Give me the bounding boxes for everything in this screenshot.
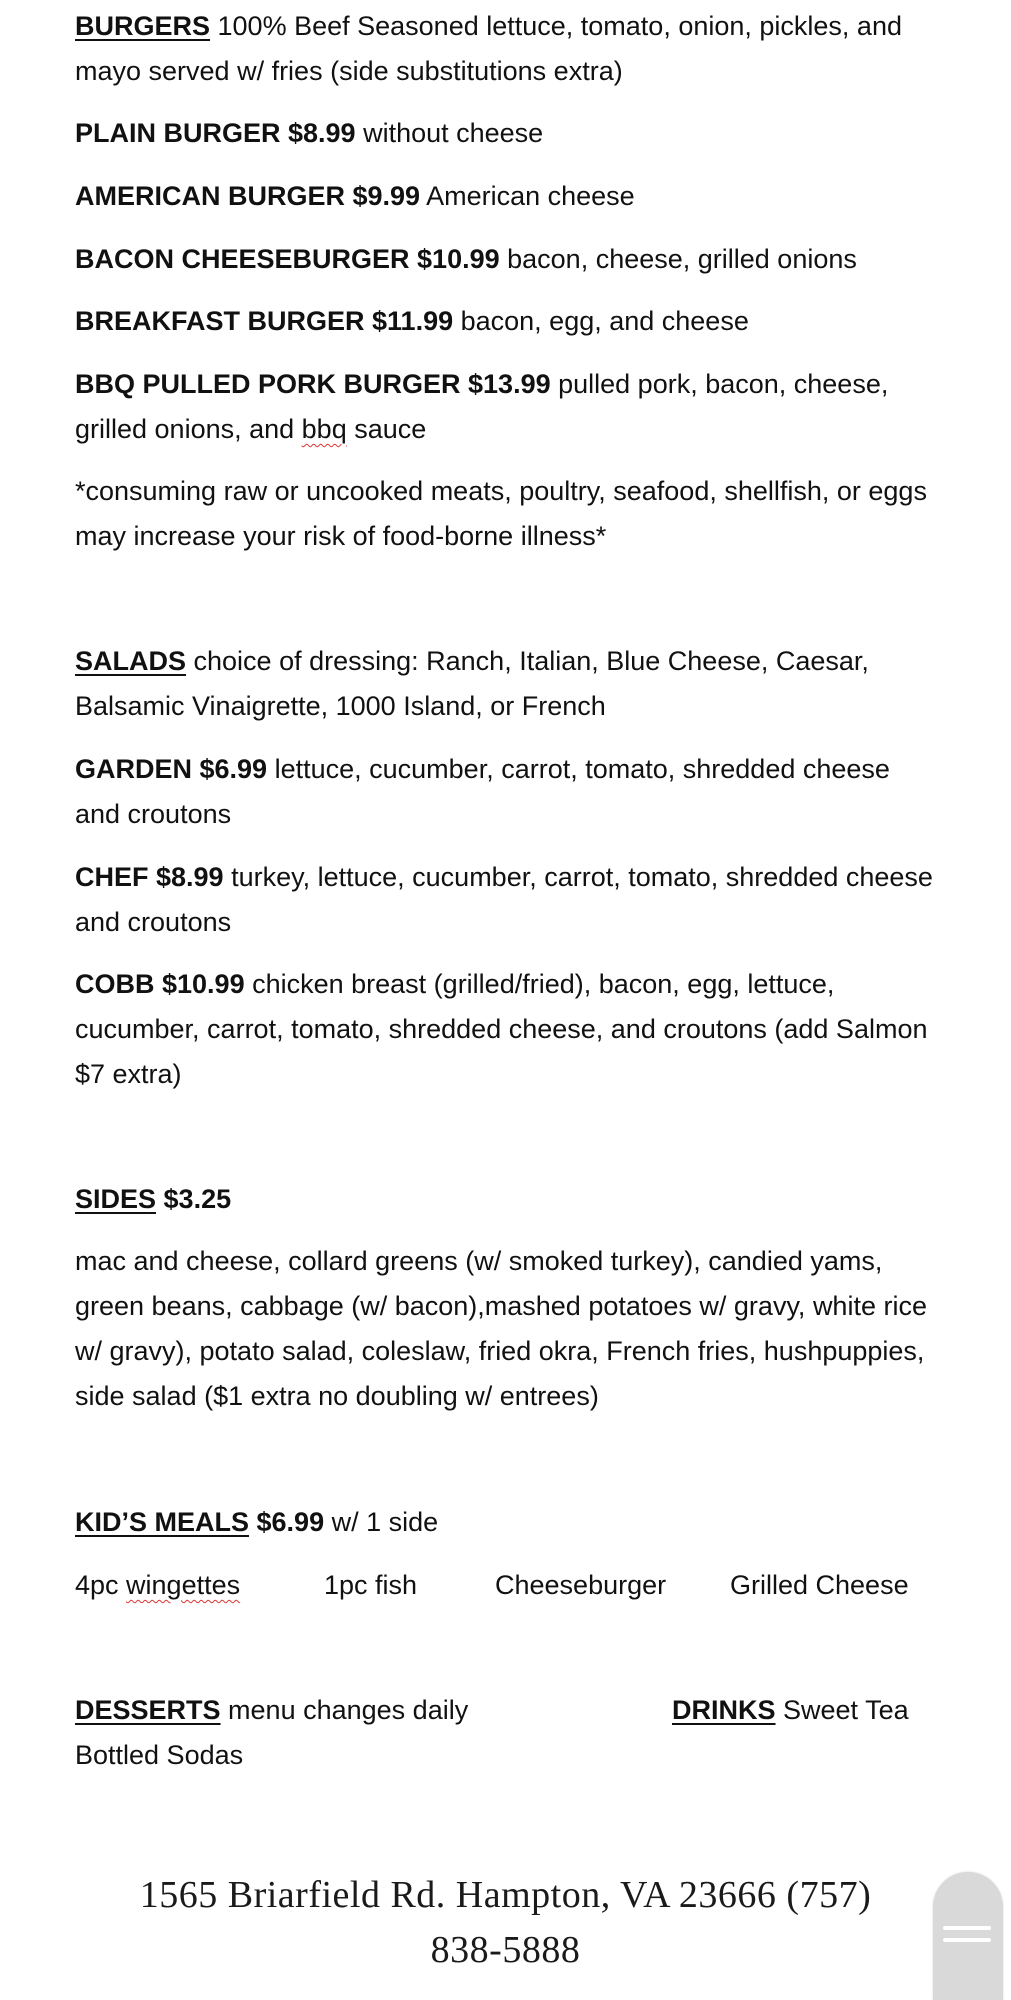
item-desc: bacon, cheese, grilled onions	[499, 244, 857, 274]
sides-list: mac and cheese, collard greens (w/ smoked turkey), candied yams, green beans, cabbage (w/ bacon),mashed potatoes w/ gravy, white rice w/ gravy), potato salad, coleslaw, fried okra, French fries, hushpuppies, side salad ($1 extra no doubling w/ entrees)	[75, 1246, 927, 1411]
menu-item-cobb-salad	[75, 962, 935, 1097]
item-name: COBB $10.99	[75, 969, 245, 999]
kids-meals-section-heading	[75, 1500, 438, 1545]
salads-section-intro	[75, 639, 935, 729]
burgers-heading: BURGERS	[75, 11, 211, 41]
footer-address-line: 1565 Briarfield Rd. Hampton, VA 23666 (757)	[139, 1874, 872, 1916]
kids-meals-heading: KID’S MEALS	[75, 1507, 250, 1537]
item-name: BREAKFAST BURGER $11.99	[75, 306, 454, 336]
kids-option-spellcheck-word: wingettes	[126, 1570, 241, 1600]
menu-item-plain-burger	[75, 111, 543, 156]
item-desc: turkey, lettuce, cucumber, carrot, tomato, shredded cheese and croutons	[75, 862, 933, 937]
kids-option: Cheeseburger	[495, 1570, 667, 1600]
item-desc: pulled pork, bacon, cheese, grilled onions, and	[75, 369, 889, 444]
desserts-section	[75, 1688, 468, 1733]
sides-price: $3.25	[156, 1184, 232, 1214]
item-name: GARDEN $6.99	[75, 754, 268, 784]
drinks-heading: DRINKS	[672, 1695, 776, 1725]
menu-item-bbq-pulled-pork-burger	[75, 362, 935, 452]
burgers-intro: 100% Beef Seasoned lettuce, tomato, onion, pickles, and mayo served w/ fries (side substitutions extra)	[75, 11, 902, 86]
drinks-second: Bottled Sodas	[75, 1740, 244, 1770]
kids-meal-options	[75, 1563, 935, 1608]
menu-item-bacon-cheeseburger	[75, 237, 857, 282]
kids-option: Grilled Cheese	[730, 1570, 909, 1600]
footer-address	[0, 1868, 1011, 1978]
kids-meals-note: w/ 1 side	[324, 1507, 439, 1537]
item-desc: chicken breast (grilled/fried), bacon, egg, lettuce, cucumber, carrot, tomato, shredded cheese, and croutons (add Salmon $7 extra)	[75, 969, 928, 1089]
drag-handle-bar	[943, 1926, 991, 1930]
kids-option: 1pc fish	[324, 1570, 418, 1600]
drag-handle-icon[interactable]	[933, 1872, 1003, 2000]
item-desc: bacon, egg, and cheese	[453, 306, 749, 336]
kids-option: 4pc wingettes	[75, 1570, 241, 1600]
menu-item-chef-salad	[75, 855, 935, 945]
drag-handle-bar	[943, 1938, 991, 1942]
item-desc: sauce	[346, 414, 427, 444]
item-desc-spellcheck-word: bbq	[301, 414, 347, 444]
item-name: AMERICAN BURGER $9.99	[75, 181, 421, 211]
item-name: BACON CHEESEBURGER $10.99	[75, 244, 500, 274]
drinks-section	[672, 1688, 909, 1733]
desserts-note: menu changes daily	[220, 1695, 469, 1725]
item-desc: without cheese	[355, 118, 544, 148]
food-safety-warning: *consuming raw or uncooked meats, poultry, seafood, shellfish, or eggs may increase your risk of food-borne illness*	[75, 476, 927, 551]
sides-section-heading	[75, 1177, 231, 1222]
item-desc: American cheese	[420, 181, 635, 211]
item-name: PLAIN BURGER $8.99	[75, 118, 356, 148]
kids-meals-price: $6.99	[249, 1507, 325, 1537]
menu-item-breakfast-burger	[75, 299, 749, 344]
salads-intro: choice of dressing: Ranch, Italian, Blue Cheese, Caesar, Balsamic Vinaigrette, 1000 Island, or French	[75, 646, 869, 721]
salads-heading: SALADS	[75, 646, 187, 676]
burgers-section-intro	[75, 4, 935, 94]
desserts-heading: DESSERTS	[75, 1695, 221, 1725]
sides-heading: SIDES	[75, 1184, 157, 1214]
item-name: BBQ PULLED PORK BURGER $13.99	[75, 369, 551, 399]
item-desc: lettuce, cucumber, carrot, tomato, shredded cheese and croutons	[75, 754, 890, 829]
footer-phone-line: 838-5888	[430, 1929, 581, 1971]
menu-item-american-burger	[75, 174, 635, 219]
item-name: CHEF $8.99	[75, 862, 224, 892]
drinks-first: Sweet Tea	[775, 1695, 909, 1725]
menu-item-garden-salad	[75, 747, 935, 837]
